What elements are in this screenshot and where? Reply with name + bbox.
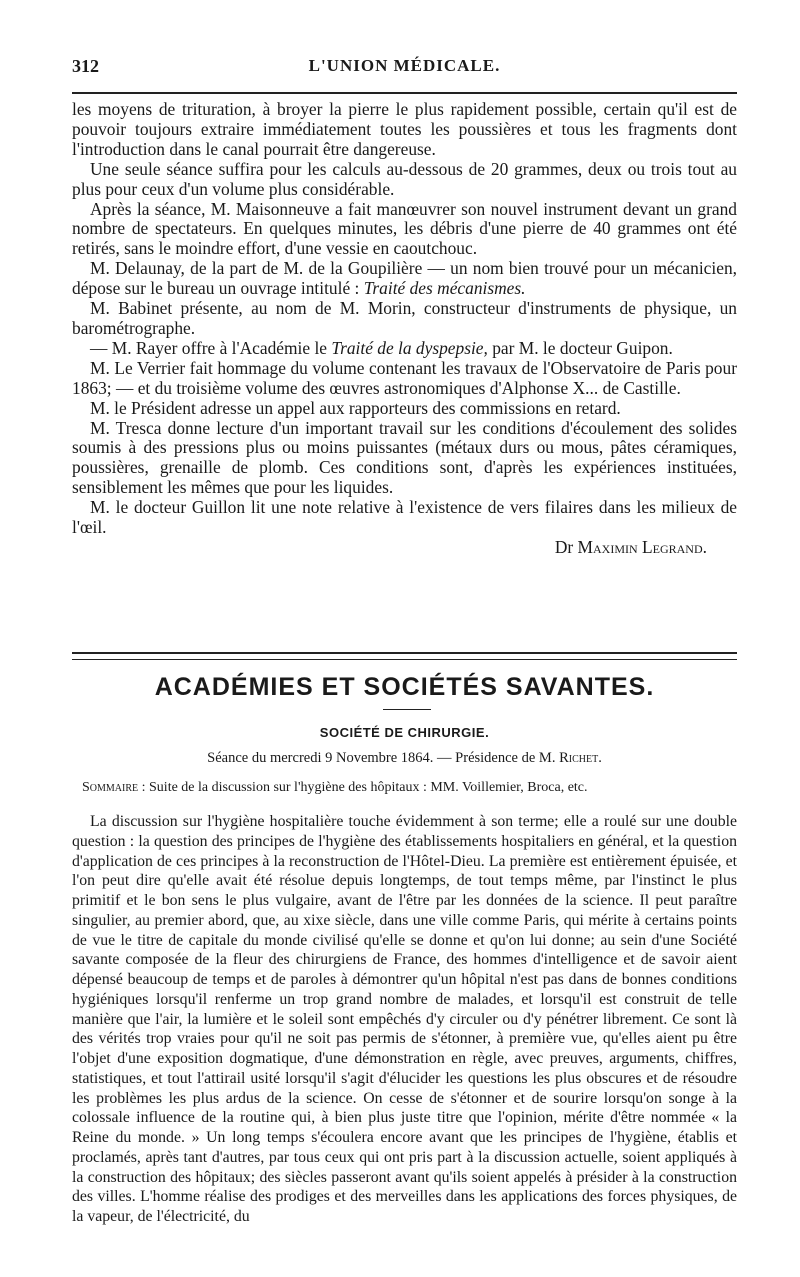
report-paragraph: M. Le Verrier fait hommage du volume contenant les travaux de l'Observatoire de Paris pour 1863; — et du troisième volume des œuvres astronomiques d'Alphonse X... de Castille. (72, 357, 737, 398)
page-number: 312 (72, 56, 99, 76)
header-rule (72, 92, 737, 94)
signature (72, 538, 737, 558)
page-header (72, 56, 737, 86)
discussion-body (72, 812, 737, 1227)
book-title: Traité de la dyspepsie, (331, 337, 488, 358)
report-paragraph: Une seule séance suffira pour les calculs au-dessous de 20 grammes, deux ou trois tout au plus pour ceux d'un volume plus considérable. (72, 158, 737, 199)
discussion-paragraph: La discussion sur l'hygiène hospitalière touche évidemment à son terme; elle a roulé sur une double question : la question des principes de l'hygiène des établissements hospitaliers en général, et la question d'application de ces principes à la reconstruction de l'Hôtel-Dieu. La première est entièrement épuisée, et l'on peut dire qu'elle avait été résolue depuis longtemps, de tout temps même, par l'instinct le plus primitif et le bon sens le plus vulgaire, avant de l'être par les données de la science. Il peut paraître singulier, au premier abord, que, au xixe siècle, dans une ville comme Paris, qui mérite à certains points de vue le titre de capitale du monde civilisé qu'elle se donne et qu'on lui donne; au sein d'une Société savante composée de la fleur des chirurgiens de France, des hommes d'intelligence et de savoir aient dépensé beaucoup de temps et de paroles à démontrer qu'un hôpital n'est pas dans de bonnes conditions hygiéniques lorsqu'il renferme un trop grand nombre de malades, et lorsqu'il est construit de telle manière que l'air, la lumière et le soleil sont empêchés d'y circuler ou d'y pénétrer librement. Ce sont là des vérités trop vraies pour qu'il ne soit pas permis de s'étonner, à première vue, qu'elles aient pu être l'objet d'une exposition dogmatique, d'une démonstration en règle, avec preuves, arguments, chiffres, statistiques, et tout l'attirail usité lorsqu'il s'agit d'élucider les questions les plus obscures et de résoudre les problèmes les plus ardus de la science. On cesse de s'étonner et de sourire lorsqu'on songe à la colossale influence de la routine qui, à bien plus juste titre que l'opinion, mérite d'être nommée « la Reine du monde. » Un long temps s'écoulera encore avant que les principes de l'hygiène, établis et proclamés, après tant d'autres, par tous ceux qui ont pris part à la discussion actuelle, soient appliqués à la construction des hôpitaux; des siècles passeront avant qu'ils soient appelés à présider à la construction des villes. L'homme réalise des prodiges et des merveilles dans les applications des forces physiques, de la vapeur, de l'électricité, du (72, 813, 737, 1225)
report-text: par M. le docteur Guipon. (487, 337, 673, 358)
summary-label: Sommaire (82, 780, 139, 795)
book-title: Traité des mécanismes. (363, 278, 526, 299)
report-paragraph: M. le docteur Guillon lit une note relative à l'existence de vers filaires dans les milieux de l'œil. (72, 497, 737, 538)
running-title: L'UNION MÉDICALE. (308, 56, 501, 75)
report-paragraph: M. Babinet présente, au nom de M. Morin, constructeur d'instruments de physique, un barométrographe. (72, 298, 737, 338)
report-paragraph: M. Tresca donne lecture d'un important travail sur les conditions d'écoulement des solides soumis à des pressions plus ou moins puissantes (métaux durs ou mous, pâtes céramiques, poussières, grenaille de plomb. Ces conditions sont, d'après les expériences instituées, sensiblement les mêmes que pour les liquides. (72, 417, 737, 498)
short-rule (383, 709, 431, 710)
section-title: ACADÉMIES ET SOCIÉTÉS SAVANTES. (154, 673, 655, 701)
session-line (72, 750, 737, 767)
session-president: Richet. (559, 750, 602, 766)
summary-line (82, 780, 742, 796)
signature-name: Maximin Legrand. (577, 536, 707, 557)
summary-text: : Suite de la discussion sur l'hygiène des hôpitaux : MM. Voillemier, Broca, etc. (138, 780, 588, 795)
academy-report (72, 100, 737, 558)
society-name: SOCIÉTÉ DE CHIRURGIE. (319, 725, 490, 740)
signature-prefix: Dr (554, 536, 578, 557)
report-paragraph: Après la séance, M. Maisonneuve a fait manœuvrer son nouvel instrument devant un grand nombre de spectateurs. En quelques minutes, les débris d'une pierre de 40 grammes ont été retirés, sans le moindre effort, d'une vessie en caoutchouc. (72, 198, 737, 259)
session-text: Séance du mercredi 9 Novembre 1864. — Présidence de M. (207, 750, 560, 766)
section-divider (72, 652, 737, 660)
report-paragraph: M. le Président adresse un appel aux rapporteurs des commissions en retard. (90, 397, 621, 418)
report-paragraph (72, 259, 737, 299)
report-paragraph (72, 339, 737, 359)
report-text: — M. Rayer offre à l'Académie le (90, 337, 332, 358)
report-text: M. Delaunay, de la part de M. de la Goupilière — un nom bien trouvé pour un mécanicien, dépose sur le bureau un ouvrage intitulé : (72, 258, 737, 299)
report-paragraph: les moyens de trituration, à broyer la pierre le plus rapidement possible, certain qu'il est de pouvoir toujours extraire immédiatement toutes les poussières et tous les fragments dont l'introduction dans le canal pourrait être dangereuse. (72, 99, 737, 159)
